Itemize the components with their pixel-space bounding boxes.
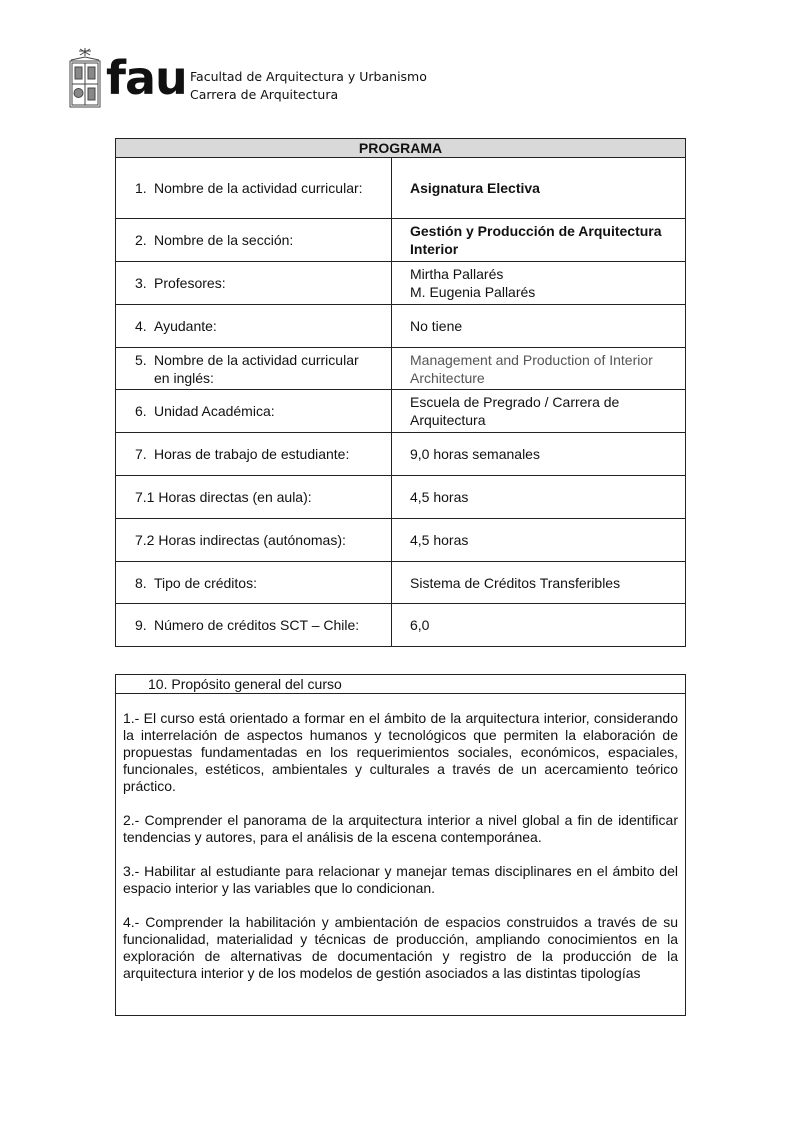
row-value: 6,0 [392, 604, 686, 647]
row-label: 7.2 Horas indirectas (autónomas): [116, 519, 392, 562]
table-row [116, 158, 686, 219]
table-row [116, 433, 686, 476]
row-label: 7. Horas de trabajo de estudiante: [116, 433, 392, 476]
row-value: Asignatura Electiva [392, 158, 686, 219]
faculty-name: Facultad de Arquitectura y Urbanismo [190, 69, 427, 84]
purpose-paragraph: 4.- Comprender la habilitación y ambientación de espacios construidos a través de su funcionalidad, materialidad y técnicas de producción, ampliando conocimientos en la exploración de alternativas de documentación y registro de la producción de la arquitectura interior y de los modelos de gestión asociados a las distintas tipologías [123, 914, 678, 981]
row-value: 4,5 horas [392, 476, 686, 519]
row-value: Management and Production of Interior Architecture [392, 348, 686, 390]
row-label: 7.1 Horas directas (en aula): [116, 476, 392, 519]
row-label: 3. Profesores: [116, 262, 392, 305]
row-value [392, 262, 686, 305]
purpose-paragraph: 2.- Comprender el panorama de la arquitectura interior a nivel global a fin de identificar tendencias y autores, para el análisis de la escena contemporánea. [123, 812, 678, 845]
row-label: 5. Nombre de la actividad curricular en inglés: [116, 348, 392, 390]
row-label: 1. Nombre de la actividad curricular: [116, 158, 392, 219]
table-row [116, 262, 686, 305]
fau-logo: fau [106, 51, 187, 105]
row-value: 4,5 horas [392, 519, 686, 562]
institution-name [190, 68, 427, 104]
program-title: PROGRAMA [116, 139, 686, 158]
table-row [116, 305, 686, 348]
row-label: 9. Número de créditos SCT – Chile: [116, 604, 392, 647]
row-label: 6. Unidad Académica: [116, 390, 392, 433]
table-row [116, 390, 686, 433]
row-value: 9,0 horas semanales [392, 433, 686, 476]
table-row [116, 476, 686, 519]
table-row [116, 519, 686, 562]
row-value: Gestión y Producción de Arquitectura Interior [392, 219, 686, 262]
purpose-body [116, 694, 685, 982]
row-value: Escuela de Pregrado / Carrera de Arquitectura [392, 390, 686, 433]
university-seal-icon [68, 46, 102, 110]
purpose-paragraph: 3.- Habilitar al estudiante para relacionar y manejar temas disciplinares en el ámbito del espacio interior y las variables que lo condicionan. [123, 863, 678, 896]
career-name: Carrera de Arquitectura [190, 87, 339, 102]
purpose-heading: 10. Propósito general del curso [116, 675, 685, 694]
program-table [115, 138, 686, 647]
row-label: 4. Ayudante: [116, 305, 392, 348]
professor-name: M. Eugenia Pallarés [410, 284, 536, 300]
table-row [116, 219, 686, 262]
table-row [116, 604, 686, 647]
row-label: 2. Nombre de la sección: [116, 219, 392, 262]
document-header [68, 46, 488, 112]
table-row [116, 562, 686, 604]
row-label: 8. Tipo de créditos: [116, 562, 392, 604]
purpose-section [115, 674, 686, 1016]
table-row [116, 348, 686, 390]
professor-name: Mirtha Pallarés [410, 266, 504, 282]
purpose-paragraph: 1.- El curso está orientado a formar en el ámbito de la arquitectura interior, considerando la interrelación de aspectos humanos y tecnológicos que permiten la elaboración de propuestas fundamentadas en los requerimientos sociales, económicos, espaciales, funcionales, estéticos, ambientales y culturales a través de un acercamiento teórico práctico. [123, 710, 678, 794]
row-value: Sistema de Créditos Transferibles [392, 562, 686, 604]
row-value: No tiene [392, 305, 686, 348]
